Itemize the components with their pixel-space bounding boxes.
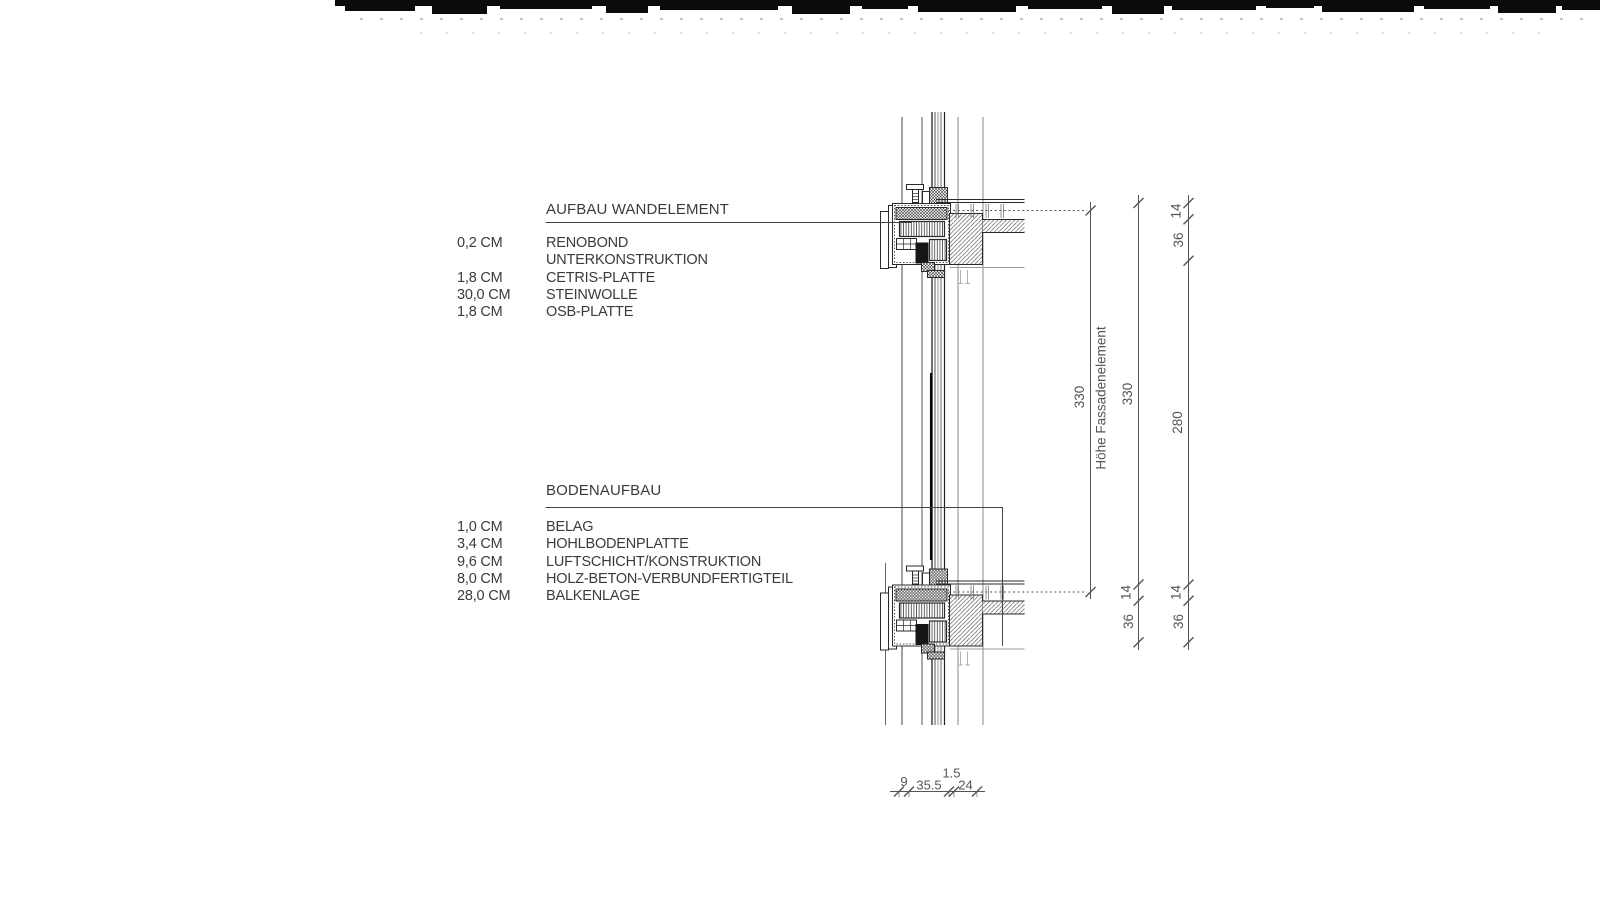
layer-row bbox=[457, 304, 708, 321]
layer-material: RENOBOND bbox=[546, 235, 629, 251]
layer-material: BELAG bbox=[546, 519, 594, 535]
layer-material: LUFTSCHICHT/KONSTRUKTION bbox=[546, 553, 762, 570]
layer-thickness: 28,0 CM bbox=[457, 588, 511, 605]
wall-buildup-list bbox=[457, 235, 708, 321]
layer-row bbox=[457, 571, 793, 588]
wall-buildup-title: AUFBAU WANDELEMENT bbox=[546, 201, 729, 218]
layer-row bbox=[457, 287, 708, 304]
layer-material: BALKENLAGE bbox=[546, 588, 640, 605]
floor-buildup-title: BODENAUFBAU bbox=[546, 482, 662, 499]
dimension-chains bbox=[1072, 195, 1193, 650]
dim-label-storey-36: 36 bbox=[1121, 613, 1137, 630]
layer-thickness: 1,0 CM bbox=[457, 519, 503, 535]
layer-row bbox=[457, 252, 708, 269]
dim-label-hoehe-fassadenelement: Höhe Fassadenelement bbox=[1093, 326, 1109, 470]
layer-row bbox=[457, 235, 708, 252]
dim-label-width-9: 9 bbox=[900, 774, 908, 789]
layer-material: HOHLBODENPLATTE bbox=[546, 536, 689, 553]
layer-thickness: 8,0 CM bbox=[457, 570, 503, 587]
dim-label-width-24: 24 bbox=[958, 777, 973, 793]
dim-label-detail-280: 280 bbox=[1170, 411, 1186, 434]
layer-material: CETRIS-PLATTE bbox=[546, 269, 656, 286]
dim-label-storey-330: 330 bbox=[1120, 382, 1136, 406]
layer-row bbox=[457, 536, 793, 553]
layer-thickness: 1,8 CM bbox=[457, 304, 503, 321]
layer-material: HOLZ-BETON-VERBUNDFERTIGTEIL bbox=[546, 570, 793, 587]
dim-label-width-1-5: 1.5 bbox=[942, 765, 961, 781]
dim-label-detail-14-top: 14 bbox=[1168, 203, 1184, 219]
bottom-junction-detail bbox=[881, 566, 1088, 665]
layer-row bbox=[457, 554, 793, 571]
width-dimension-chain bbox=[890, 766, 985, 798]
layer-material: OSB-PLATTE bbox=[546, 304, 634, 321]
dim-label-detail-14-bottom: 14 bbox=[1168, 584, 1184, 601]
floor-buildup-list bbox=[457, 519, 793, 605]
dim-label-width-35-5: 35.5 bbox=[916, 777, 942, 793]
layer-thickness: 30,0 CM bbox=[457, 286, 511, 303]
layer-thickness: 0,2 CM bbox=[457, 235, 503, 251]
layer-row bbox=[457, 270, 708, 287]
layer-thickness bbox=[457, 252, 546, 269]
layer-material: UNTERKONSTRUKTION bbox=[546, 252, 708, 269]
dim-label-facade-height: 330 bbox=[1072, 385, 1088, 409]
layer-thickness: 3,4 CM bbox=[457, 536, 503, 553]
dim-label-detail-36-top: 36 bbox=[1171, 232, 1187, 248]
dim-label-detail-36-bottom: 36 bbox=[1171, 613, 1187, 630]
layer-row bbox=[457, 519, 793, 536]
top-junction-detail bbox=[881, 185, 1088, 284]
layer-row bbox=[457, 588, 793, 605]
scan-artifact-band bbox=[335, 0, 1600, 33]
dim-label-storey-14: 14 bbox=[1118, 584, 1134, 601]
layer-thickness: 9,6 CM bbox=[457, 553, 503, 570]
layer-thickness: 1,8 CM bbox=[457, 269, 503, 286]
layer-material: STEINWOLLE bbox=[546, 286, 638, 303]
